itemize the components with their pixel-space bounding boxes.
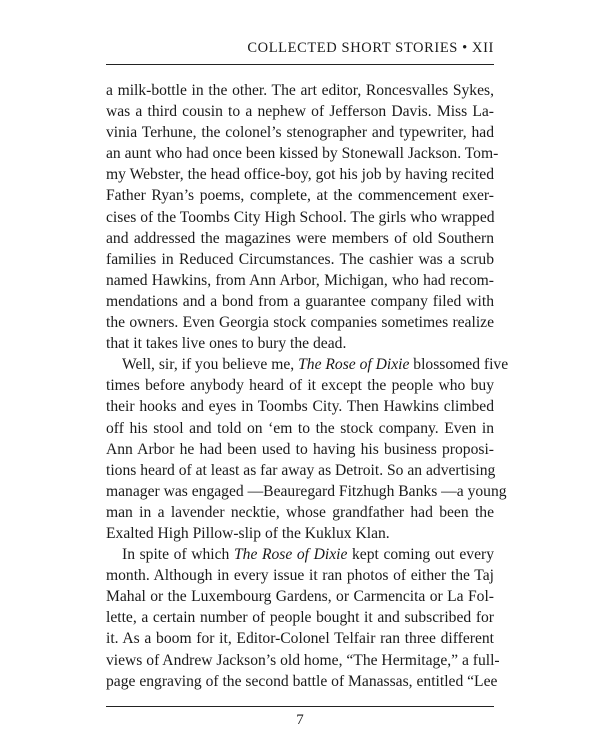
italic-title: The Rose of Dixie [298,356,410,374]
text-segment: it. As a boom for it, Editor-Colonel Telfair ran three different [106,630,494,648]
text-line [106,460,494,481]
text-line [106,628,494,649]
paragraph [106,80,499,354]
text-segment: Mahal or the Luxembourg Gardens, or Carmencita or La Fol- [106,588,494,606]
footer-rule [106,706,494,707]
text-segment: cises of the Toombs City High School. The girls who wrapped [106,208,495,226]
text-line [106,607,494,628]
header-rule [106,64,494,65]
text-line [106,185,494,206]
text-segment: named Hawkins, from Ann Arbor, Michigan, who had recom- [106,271,494,289]
text-line [106,291,494,312]
text-line [106,80,494,101]
text-line [106,249,494,270]
text-segment: page engraving of the second battle of Manassas, entitled “Lee [106,672,498,690]
running-head: COLLECTED SHORT STORIES • XII [247,40,494,56]
text-segment: that it takes live ones to bury the dead. [106,335,347,353]
text-line [106,650,500,671]
body-text [106,80,509,692]
text-line [106,396,494,417]
text-segment: times before anybody heard of it except the people who buy [106,377,494,395]
text-segment: a milk-bottle in the other. The art editor, Roncesvalles Sykes, [106,82,494,99]
text-segment: Ann Arbor he had been used to having his business proposi- [106,440,494,458]
text-segment: the owners. Even Georgia stock companies sometimes realize [106,314,494,332]
text-segment: manager was engaged —Beauregard Fitzhugh Banks —a young [106,482,507,500]
text-segment: off his stool and told on ‘em to the stock company. Even in [106,419,494,437]
text-line [106,523,494,544]
page-number: 7 [296,712,304,728]
text-segment: vinia Terhune, the colonel’s stenographer and typewriter, had [106,124,494,142]
text-line [106,354,509,375]
text-segment: kept coming out every [347,546,494,564]
text-line [106,565,494,586]
text-line [106,418,494,439]
text-line [106,439,494,460]
text-segment: views of Andrew Jackson’s old home, “The Hermitage,” a full- [106,651,500,669]
text-segment: their hooks and eyes in Toombs City. Then Hawkins climbed [106,398,494,416]
paragraph [106,544,500,692]
text-segment: tions heard of at least as far away as Detroit. So an advertising [106,461,496,479]
text-segment: In spite of which [122,546,234,564]
text-line [106,333,494,354]
text-line [106,143,499,164]
text-segment: Well, sir, if you believe me, [122,356,299,374]
text-line [106,502,494,523]
text-segment: Exalted High Pillow-slip of the Kuklux Klan. [106,524,390,542]
text-segment: lette, a certain number of people bought it and subscribed for [106,609,494,627]
text-segment: and addressed the magazines were members of old Southern [106,229,494,247]
paragraph [106,354,509,544]
text-segment: was a third cousin to a nephew of Jefferson Davis. Miss La- [106,103,494,121]
text-segment: Father Ryan’s poems, complete, at the commencement exer- [106,187,494,205]
text-segment: mendations and a bond from a guarantee company filed with [106,292,494,310]
text-segment: month. Although in every issue it ran photos of either the Taj [106,567,494,585]
text-line [106,122,494,143]
text-line [106,101,494,122]
text-line [106,164,494,185]
text-segment: families in Reduced Circumstances. The cashier was a scrub [106,250,494,268]
text-line [106,544,494,565]
text-line [106,228,494,249]
text-segment: my Webster, the head office-boy, got his job by having recited [106,166,494,184]
text-line [106,586,494,607]
text-line [106,312,494,333]
text-segment: an aunt who had once been kissed by Stonewall Jackson. Tom- [106,145,499,163]
italic-title: The Rose of Dixie [233,546,348,564]
text-segment: blossomed five [409,356,509,374]
text-line [106,481,507,502]
text-line [106,207,494,228]
text-line [106,270,494,291]
text-line [106,375,494,396]
text-segment: man in a lavender necktie, whose grandfather had been the [106,503,494,521]
text-line [106,671,498,692]
